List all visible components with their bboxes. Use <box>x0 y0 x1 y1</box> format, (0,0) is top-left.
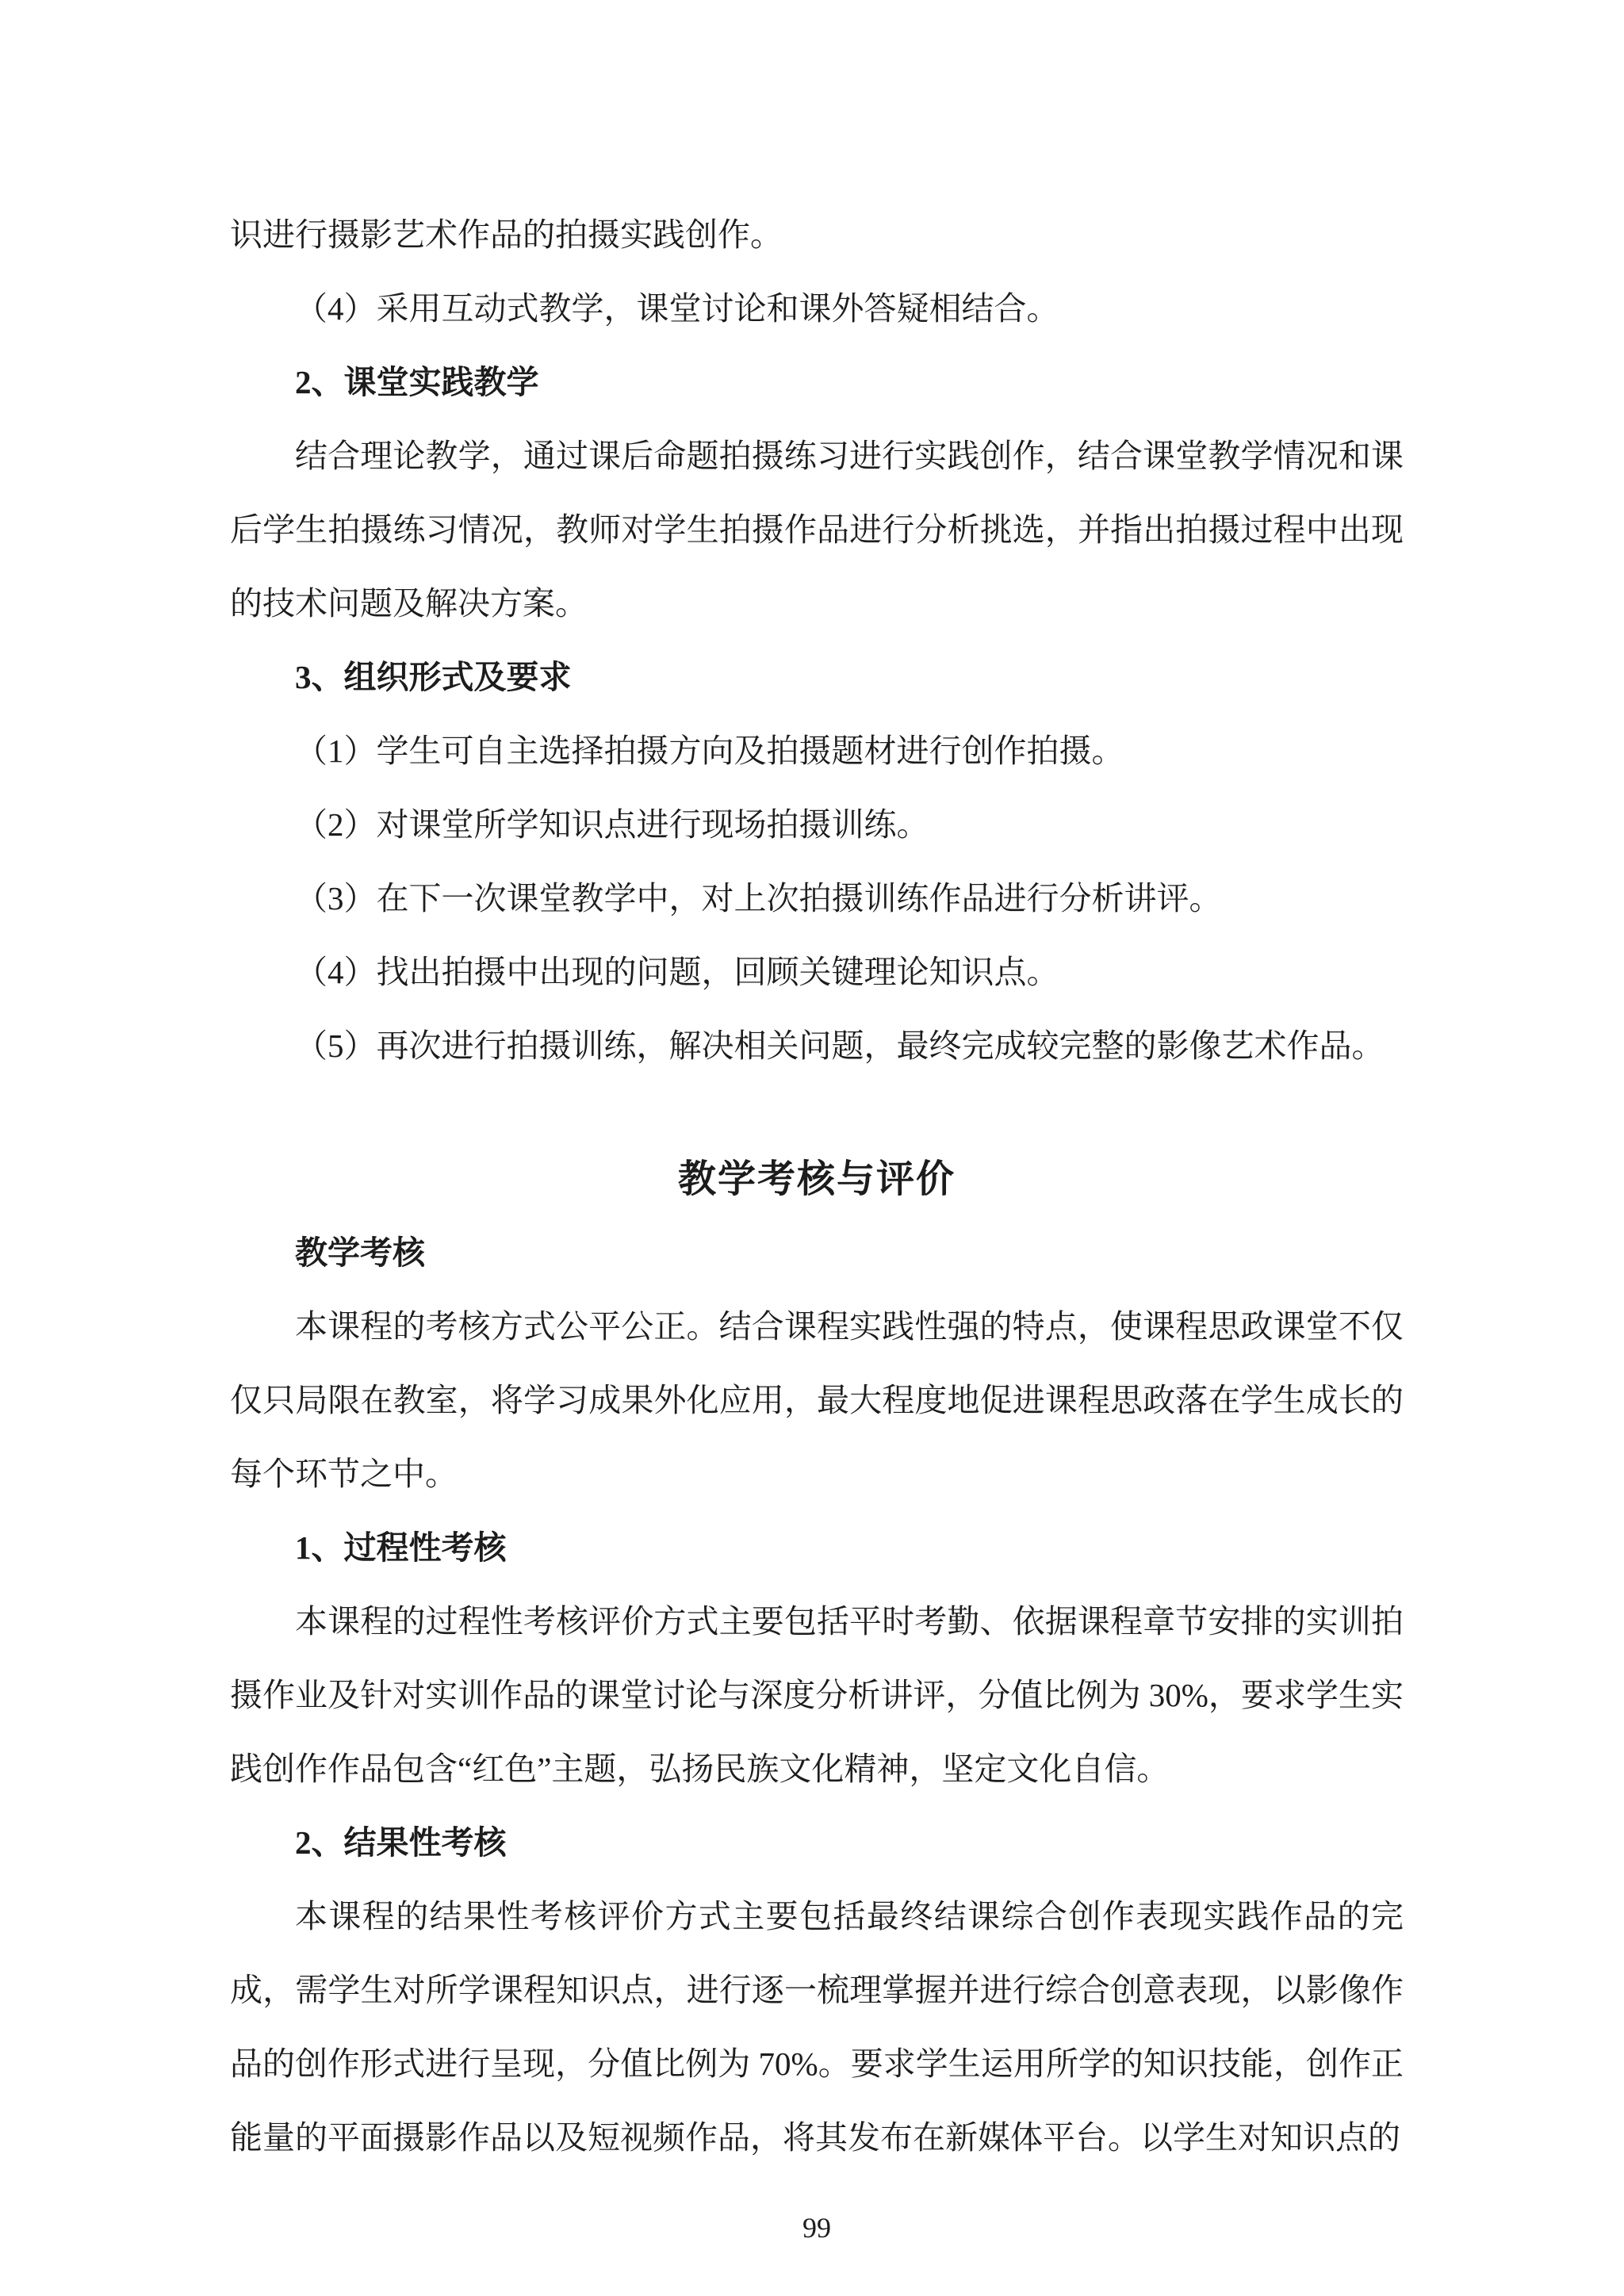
subsection-heading-organization-requirements: 3、组织形式及要求 <box>295 659 572 695</box>
paragraph-assessment-overview: 本课程的考核方式公平公正。结合课程实践性强的特点，使课程思政课堂不仅仅只局限在教室，将学习成果外化应用，最大程度地促进课程思政落在学生成长的每个环节之中。 <box>230 1308 1404 1492</box>
list-item-4: （4）找出拍摄中出现的问题，回顾关键理论知识点。 <box>295 954 1059 990</box>
paragraph-process-assessment: 本课程的过程性考核评价方式主要包括平时考勤、依据课程章节安排的实训拍摄作业及针对实训作品的课堂讨论与深度分析讲评，分值比例为 30%，要求学生实践创作作品包含“红色”主题，弘扬民族文化精神，坚定文化自信。 <box>230 1603 1404 1787</box>
list-item-1: （1）学生可自主选择拍摄方向及拍摄题材进行创作拍摄。 <box>295 733 1124 769</box>
paragraph-continuation: 识进行摄影艺术作品的拍摄实践创作。 <box>230 216 783 253</box>
paragraph-result-assessment: 本课程的结果性考核评价方式主要包括最终结课综合创作表现实践作品的完成，需学生对所学课程知识点，进行逐一梳理掌握并进行综合创意表现，以影像作品的创作形式进行呈现，分值比例为 70%。要求学生运用所学的知识技能，创作正能量的平面摄影作品以及短视频作品，将其发布在新媒体平台。以学生对知识点的 <box>230 1898 1404 2156</box>
subsection-heading-process-assessment: 1、过程性考核 <box>295 1529 507 1566</box>
document-content <box>230 198 1404 2175</box>
page-number: 99 <box>802 2212 831 2244</box>
subsection-heading-classroom-practice: 2、课堂实践教学 <box>295 364 539 400</box>
list-item-2: （2）对课堂所学知识点进行现场拍摄训练。 <box>295 806 929 843</box>
section-heading-assessment-evaluation: 教学考核与评价 <box>677 1158 956 1200</box>
paragraph-method-item-4: （4）采用互动式教学，课堂讨论和课外答疑相结合。 <box>295 290 1059 327</box>
subsection-heading-result-assessment: 2、结果性考核 <box>295 1824 507 1861</box>
paragraph-practice-teaching: 结合理论教学，通过课后命题拍摄练习进行实践创作，结合课堂教学情况和课后学生拍摄练习情况，教师对学生拍摄作品进行分析挑选，并指出拍摄过程中出现的技术问题及解决方案。 <box>230 438 1404 622</box>
list-item-5: （5）再次进行拍摄训练，解决相关问题，最终完成较完整的影像艺术作品。 <box>295 1027 1385 1064</box>
subsection-heading-teaching-assessment: 教学考核 <box>295 1234 425 1271</box>
list-item-3: （3）在下一次课堂教学中，对上次拍摄训练作品进行分析讲评。 <box>295 880 1222 916</box>
